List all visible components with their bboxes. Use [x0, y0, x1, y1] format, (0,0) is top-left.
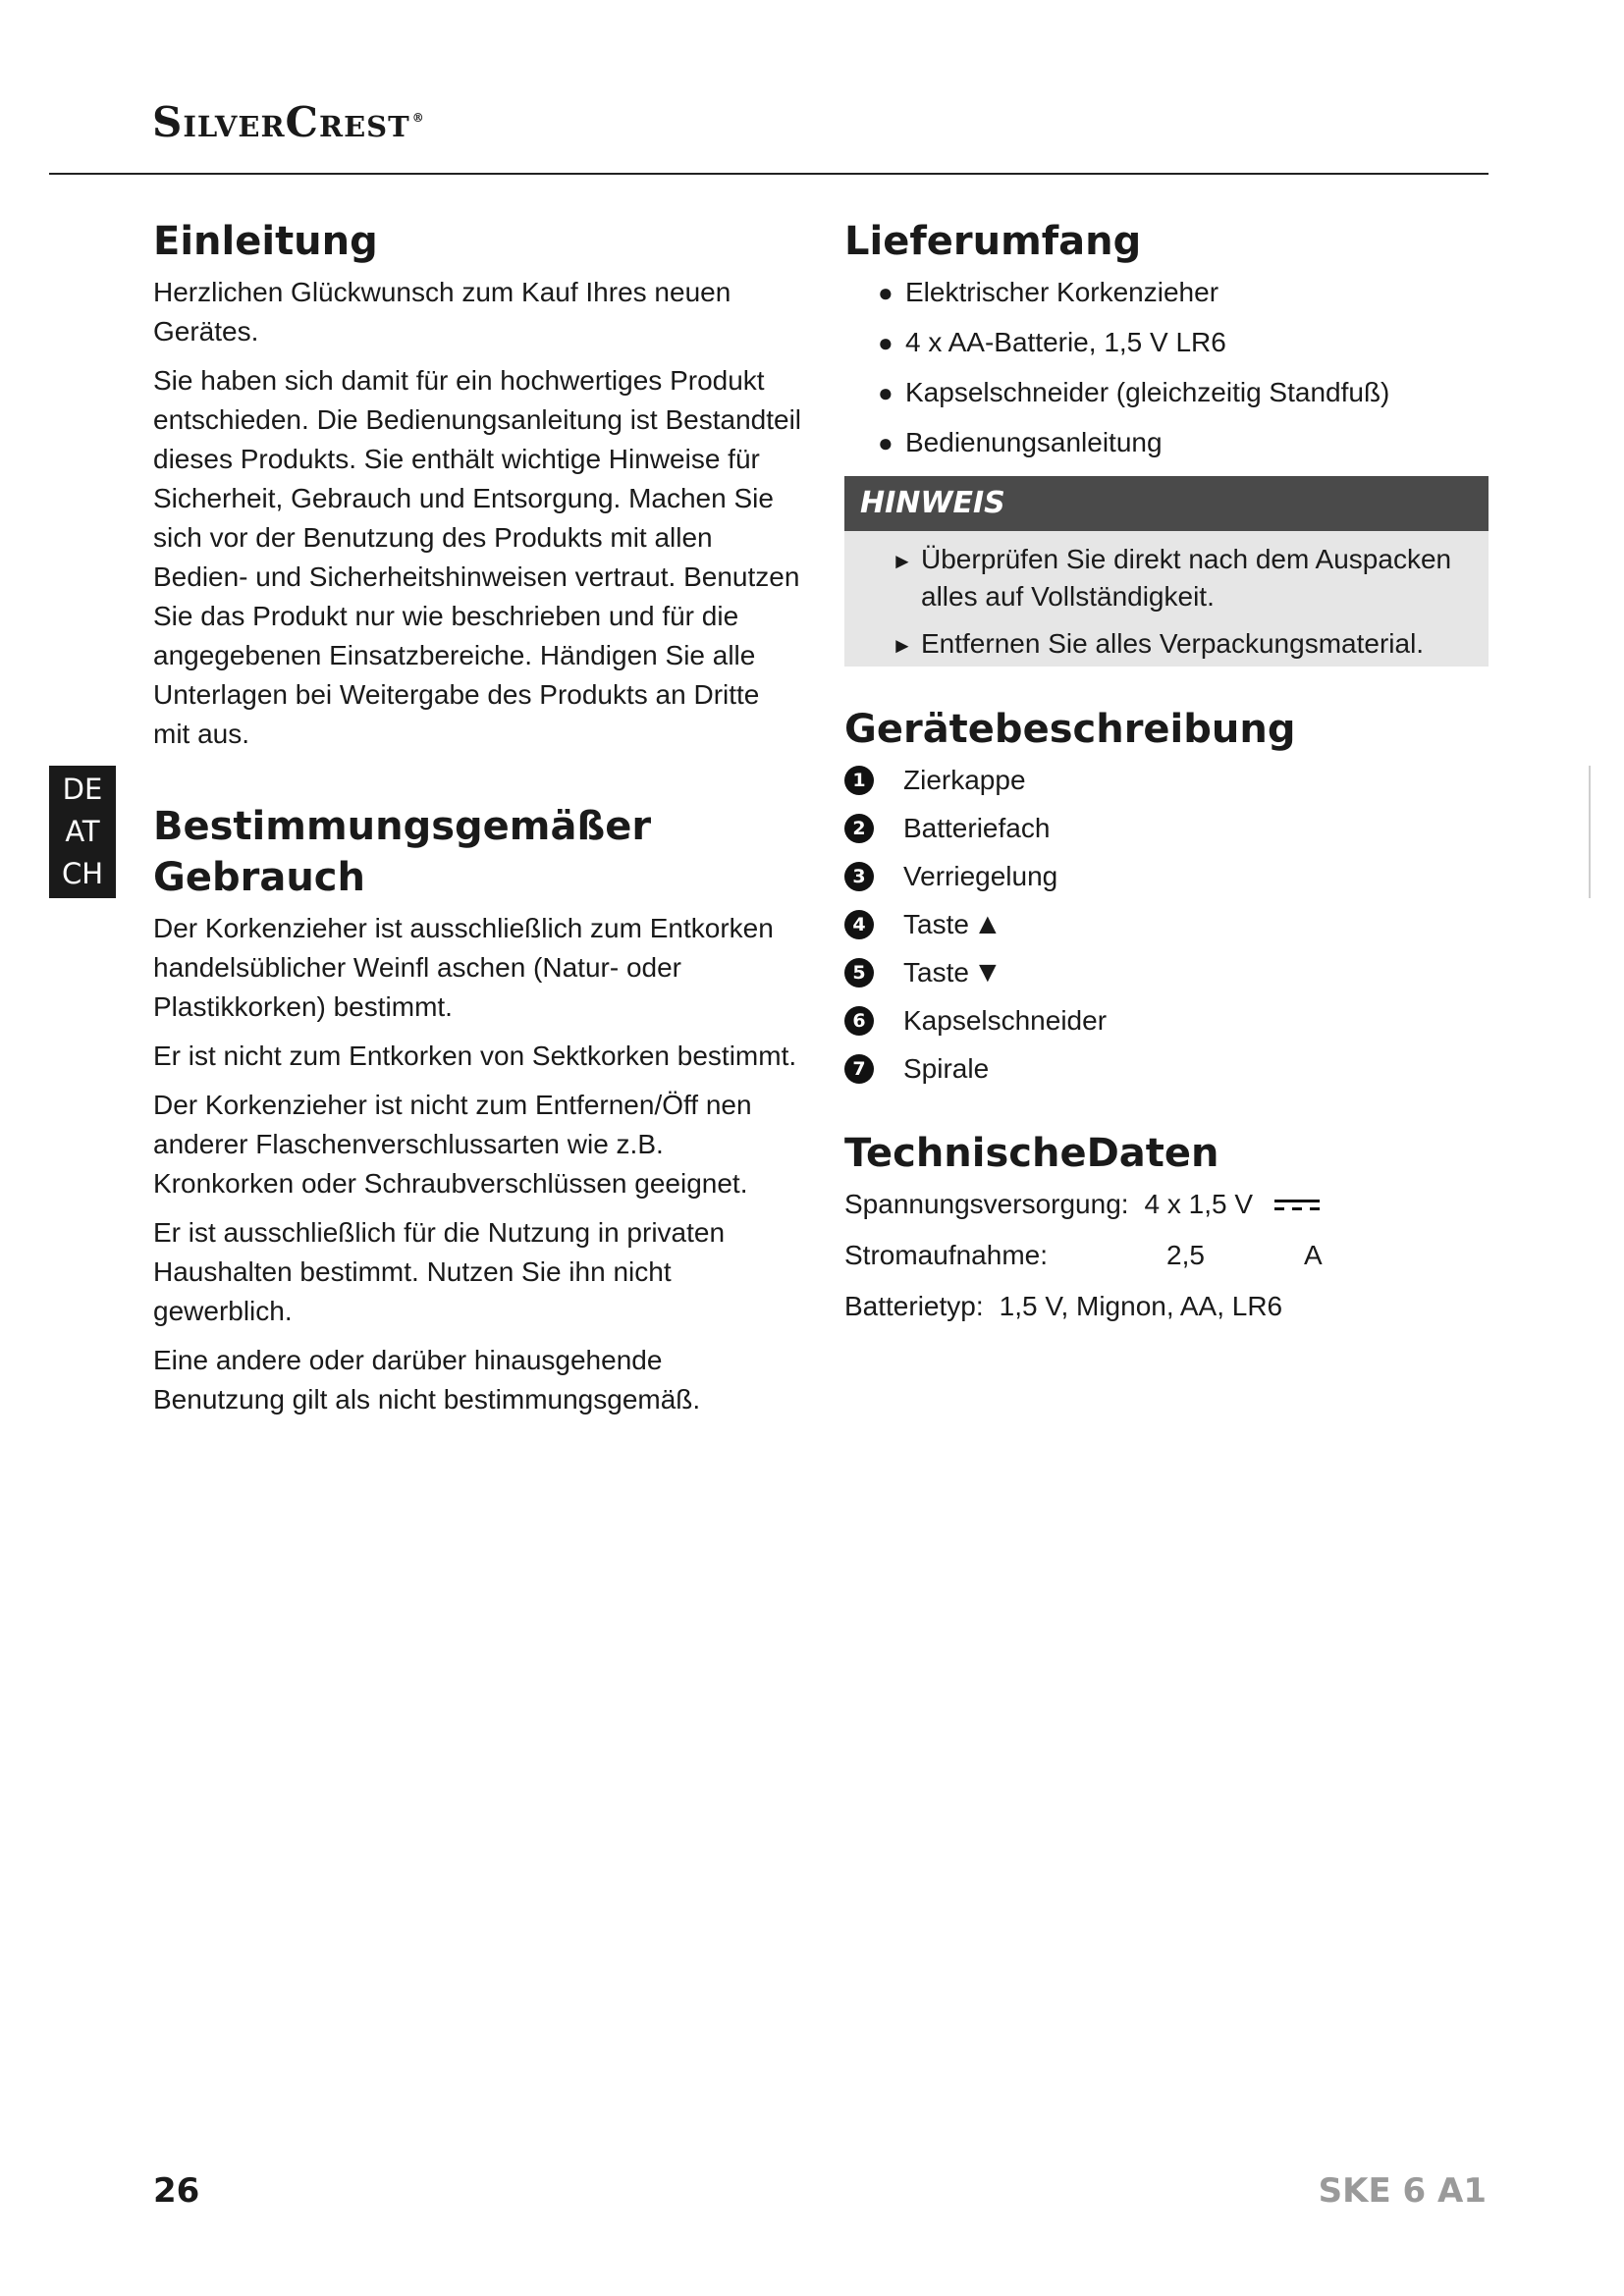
part-item: 2 Batteriefach	[844, 809, 1489, 848]
bullet-icon: ●	[878, 328, 893, 357]
arrow-right-icon: ►	[892, 633, 913, 658]
note-item: ► Entfernen Sie alles Verpackungsmaterial.	[844, 615, 1489, 663]
usage-paragraph: Der Korkenzieher ist nicht zum Entfernen/Öff nen anderer Flaschenverschlussarten wie z.B. Kronkorken oder Schraubverschlüssen geeignet.	[153, 1090, 752, 1199]
edge-mark	[1589, 766, 1591, 898]
parts-list	[844, 761, 1489, 1089]
list-item: ● Elektrischer Korkenzieher	[878, 273, 1489, 312]
usage-paragraph: Er ist ausschließlich für die Nutzung in privaten Haushalten bestimmt. Nutzen Sie ihn nicht gewerblich.	[153, 1217, 726, 1326]
part-item: 7 Spirale	[844, 1049, 1489, 1089]
model-number: SKE 6 A1	[1318, 2171, 1487, 2211]
triangle-up-icon: ▲	[972, 908, 1002, 940]
header-divider	[49, 173, 1489, 175]
tech-section	[844, 1128, 1489, 1326]
part-item: 1 Zierkappe	[844, 761, 1489, 800]
dc-current-icon	[1274, 1200, 1320, 1210]
list-item: ● 4 x AA-Batterie, 1,5 V LR6	[878, 323, 1489, 362]
lang-at: AT	[65, 815, 100, 848]
page-number: 26	[153, 2171, 200, 2211]
tech-title: TechnischeDaten	[844, 1131, 1219, 1176]
usage-title: Bestimmungsgemäßer Gebrauch	[153, 804, 652, 900]
brand-logo: SilverCrest ®	[152, 98, 425, 146]
spec-battery: Batterietyp: 1,5 V, Mignon, AA, LR6	[844, 1291, 1283, 1321]
list-item: ● Kapselschneider (gleichzeitig Standfuß)	[878, 373, 1489, 412]
triangle-down-icon: ▼	[972, 956, 1002, 988]
intro-paragraph: Herzlichen Glückwunsch zum Kauf Ihres neuen Gerätes.	[153, 277, 731, 347]
note-heading: HINWEIS	[844, 476, 1489, 531]
intro-paragraph: Sie haben sich damit für ein hochwertiges Produkt entschieden. Die Bedienungsanleitung ist Bestandteil dieses Produkts. Sie enthält wichtige Hinweise für Sicherheit, Gebrauch und Entsorgung. Machen Sie sich vor der Benutzung des Produkts mit allen Bedien- und Sicherheitshinweisen vertraut. Benutzen Sie das Produkt nur wie beschrieben und für die angegebenen Einsatzbereiche. Händigen Sie alle Unterlagen bei Weitergabe des Produkts an Dritte mit aus.	[153, 365, 802, 749]
bullet-icon: ●	[878, 378, 893, 407]
usage-paragraph: Eine andere oder darüber hinausgehende Benutzung gilt als nicht bestimmungsgemäß.	[153, 1345, 701, 1415]
lang-de: DE	[62, 773, 103, 806]
spec-supply: Spannungsversorgung: 4 x 1,5 V	[844, 1185, 1489, 1224]
description-title: Gerätebeschreibung	[844, 707, 1296, 752]
usage-paragraph: Er ist nicht zum Entkorken von Sektkorken bestimmt.	[153, 1041, 797, 1071]
part-item: 4 Taste ▲	[844, 905, 1489, 944]
arrow-right-icon: ►	[892, 549, 913, 573]
part-item: 5 Taste ▼	[844, 953, 1489, 992]
usage-section	[153, 801, 801, 1419]
bullet-icon: ●	[878, 428, 893, 457]
delivery-title: Lieferumfang	[844, 219, 1142, 264]
part-item: 6 Kapselschneider	[844, 1001, 1489, 1041]
list-item: ● Bedienungsanleitung	[878, 423, 1489, 462]
note-item: ► Überprüfen Sie direkt nach dem Auspacken alles auf Vollständigkeit.	[892, 544, 1452, 612]
spec-current: Stromaufnahme: 2,5 A	[844, 1240, 1323, 1270]
language-tab	[49, 766, 116, 898]
delivery-list	[844, 273, 1489, 462]
note-box	[844, 476, 1489, 667]
right-column	[844, 216, 1489, 1338]
usage-paragraph: Der Korkenzieher ist ausschließlich zum Entkorken handelsüblicher Weinfl aschen (Natur- oder Plastikkorken) bestimmt.	[153, 913, 774, 1022]
bullet-icon: ●	[878, 278, 893, 307]
part-item: 3 Verriegelung	[844, 857, 1489, 896]
lang-ch: CH	[61, 857, 104, 890]
left-column	[153, 216, 801, 1429]
intro-title: Einleitung	[153, 219, 378, 264]
